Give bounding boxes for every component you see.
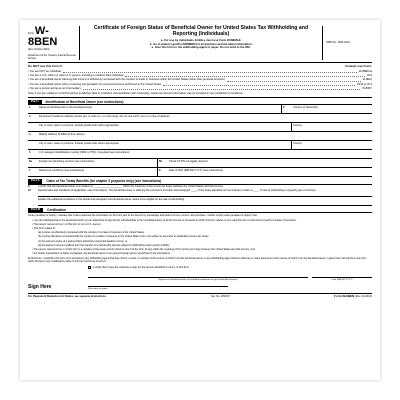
signature-date-field[interactable]: Date (MM-DD-YYYY) xyxy=(312,277,372,281)
sign-here-label: Sign Here xyxy=(28,284,52,291)
line-number: 10 xyxy=(28,188,31,192)
mailing-address-field[interactable]: Mailing address (if different from above) xyxy=(39,132,85,136)
line-number: 2 xyxy=(283,105,285,109)
footer-form-number: Form W-8BEN xyxy=(334,293,355,298)
paperwork-notice: For Paperwork Reduction Act Notice, see separate instructions. xyxy=(28,294,107,298)
part3-title: Certification xyxy=(47,207,66,212)
line-number: 6b xyxy=(159,159,163,163)
capacity-checkbox[interactable] xyxy=(88,266,91,269)
do-not-use-heading xyxy=(28,65,372,69)
part3-header xyxy=(28,208,372,214)
list-item-text: • You are a person acting as an intermediary xyxy=(28,87,81,90)
line-number: 6a xyxy=(29,159,32,163)
list-item-form: W-8IMY xyxy=(362,87,372,90)
explain-line[interactable] xyxy=(38,202,372,206)
list-item-text: • You are a beneficial owner claiming that income is effectively connected with the conduct of trade or business within the United States (other than personal services) xyxy=(28,78,225,82)
line-number xyxy=(28,123,38,131)
footer-revision: (Rev. 10-2021) xyxy=(354,294,372,298)
residence-country-field[interactable]: Country xyxy=(293,123,303,127)
form-page xyxy=(20,20,380,380)
cert-item: • The person named on line 1 of this form is not a U.S. person; xyxy=(32,222,102,226)
signature-field[interactable]: Signature of beneficial owner (or individual authorized to sign for beneficial owner) xyxy=(88,277,308,281)
form-footer xyxy=(28,295,372,299)
special-rates-row[interactable] xyxy=(28,189,372,193)
income-type-line[interactable] xyxy=(38,193,372,197)
treaty-country-text: I certify that the beneficial owner is a resident of ____________________ within the meaning of the income tax treaty between the United States and that country. xyxy=(38,184,224,188)
form-title-block xyxy=(80,26,322,60)
cert-subitem: (c) the partner's share of a partnership's effectively connected taxable income; or xyxy=(38,239,128,243)
department-label: Department of the Treasury Internal Revenue Service xyxy=(28,54,76,60)
do-not-use-label: Do NOT use this form if: xyxy=(28,64,63,68)
capacity-label: I certify that I have the capacity to sign for the person identified on line 1 of this form. xyxy=(93,265,190,269)
fatca-note: Note: If you are resident in a FATCA partner jurisdiction (that is, a Model 1 IGA jurisdiction with reciprocity), certain tax account information may be provided to your jurisdiction of residence. xyxy=(28,92,372,98)
line-number: 5 xyxy=(29,150,31,154)
name-field[interactable]: Name of individual who is the beneficial owner xyxy=(38,105,282,113)
cert-subitem: (b) income effectively connected with the conduct of a trade or business in the United States but is not subject to tax under an applicable income tax treaty; xyxy=(38,235,210,239)
explain-text: Explain the additional conditions in the Article and paragraph the beneficial owner meets to be eligible for the rate of withholding: xyxy=(38,197,185,201)
special-rates-text: Special rates and conditions (if applicable—see instructions): The beneficial owner is claiming the provisions of Article and paragraph ____ of the treaty identified on line 9 above to claim a ____ % rate of withholding on (specify type of income): xyxy=(38,188,317,192)
form-number: W-8BEN xyxy=(28,25,58,48)
header-bullet: ► Give this form to the withholding agent or payer. Do not send to the IRS. xyxy=(151,45,251,50)
us-tin-field[interactable]: U.S. taxpayer identification number (SSN or ITIN), if required (see instructions) xyxy=(39,150,130,154)
instead-use-label: Instead, use Form: xyxy=(345,64,372,68)
cert-subitem: (a) income not effectively connected with the conduct of a trade or business in the United States; xyxy=(38,231,145,235)
foreign-tin-field[interactable]: Foreign tax identifying number (see instructions) xyxy=(38,159,158,167)
cert-item: • This form relates to: xyxy=(32,227,56,230)
list-item-text: • You are NOT an individual xyxy=(28,69,61,73)
list-item-form: W-9 xyxy=(367,74,372,78)
omb-number: OMB No. 1545-1621 xyxy=(326,41,350,45)
omb-block xyxy=(322,26,372,60)
cert-item: • I am the individual that is the beneficial owner (or am authorized to sign for the individual that is the beneficial owner) of all the income or proceeds to which this form relates or am using this form to document myself for chapter 4 purposes; xyxy=(32,218,297,222)
list-item-text: • You are a U.S. citizen or other U.S. person, including a resident alien individual xyxy=(28,74,124,78)
certification-text xyxy=(28,214,372,263)
part2-tag: Part II xyxy=(28,179,42,184)
sign-here-block xyxy=(28,271,372,294)
cert-item: • For broker transactions or barter exchanges, the beneficial owner is an exempt foreign person as defined in the instructions. xyxy=(32,252,171,256)
residence-address-field[interactable]: Permanent residence address (street, apt. or suite no., or rural route). Do not use a P.O. box or in-care-of address. xyxy=(39,114,171,118)
list-item-form: W-8BEN-E xyxy=(358,69,372,73)
cert-item: • The person named on line 1 of this form is a resident of the treaty country listed on line 9 of the form (if any) within the meaning of the income tax treaty between the United States and that country; and xyxy=(32,248,255,252)
field-row[interactable] xyxy=(28,114,372,123)
part1-tag: Part I xyxy=(28,100,42,105)
form-id-block xyxy=(28,26,80,60)
line-number: 4 xyxy=(29,132,31,136)
ftin-not-required-checkbox[interactable]: Check if FTIN not legally required xyxy=(169,159,208,163)
residence-city-field[interactable]: City or town, state or province. Include postal code where appropriate. xyxy=(38,123,292,131)
mailing-country-field[interactable]: Country xyxy=(293,141,303,145)
line-number: 7 xyxy=(29,168,31,172)
part3-tag: Part III xyxy=(28,208,43,213)
form-revision: (Rev. October 2021) xyxy=(28,48,50,51)
line-number: 9 xyxy=(28,184,30,188)
catalog-number: Cat. No. 25047Z xyxy=(210,294,230,298)
form-word: Form xyxy=(28,32,35,35)
list-item-form: 8233 or W-4 xyxy=(357,82,372,86)
reference-number-field[interactable]: Reference number(s) (see instructions) xyxy=(38,168,158,176)
field-row[interactable] xyxy=(28,168,372,177)
header-bullets xyxy=(84,39,318,49)
form-header xyxy=(28,26,372,63)
line-number: 3 xyxy=(29,114,31,118)
part1-fields xyxy=(28,105,372,177)
field-row[interactable] xyxy=(28,123,372,132)
field-row[interactable] xyxy=(28,132,372,141)
capacity-certification[interactable] xyxy=(88,266,372,269)
date-of-birth-field[interactable]: Date of birth (MM-DD-YYYY) (see instructions) xyxy=(169,168,223,172)
signature-fields xyxy=(88,271,372,291)
explain-row[interactable] xyxy=(28,198,372,202)
cert-furthermore: Furthermore, I authorize this form to be provided to any withholding agent that has control, receipt, or custody of the income of which I am the beneficial owner or any withholding agent that can disburse or make payments of the income of which I am the beneficial owner. I agree that I will submit a new form within 30 days if any certification made on this form becomes incorrect. xyxy=(28,256,367,264)
list-item xyxy=(28,87,372,91)
do-not-use-list xyxy=(28,70,372,92)
line-number xyxy=(28,141,38,149)
line-number: 1 xyxy=(29,105,31,109)
cert-intro: Under penalties of perjury, I declare that I have examined the information on this form and to the best of my knowledge and belief it is true, correct, and complete. I further certify under penalties of perjury that: xyxy=(28,214,258,218)
header-bullet: ► For use by individuals. Entities must use Form W-8BEN-E. xyxy=(160,38,242,43)
field-row[interactable] xyxy=(28,150,372,159)
citizenship-field[interactable]: Country of citizenship xyxy=(293,105,318,109)
mailing-city-field[interactable]: City or town, state or province. Include postal code where appropriate. xyxy=(38,141,292,149)
field-row[interactable] xyxy=(28,141,372,150)
part1-title: Identification of Beneficial Owner (see instructions) xyxy=(45,99,124,104)
list-item-text: • You are a beneficial owner who is receiving compensation for personal services performed in the United States xyxy=(28,82,162,86)
line-number: 8 xyxy=(159,168,161,172)
part2-title: Claim of Tax Treaty Benefits (for chapter 3 purposes only) (see instructions) xyxy=(46,179,162,184)
field-row[interactable] xyxy=(28,105,372,114)
part2-body xyxy=(28,185,372,207)
header-bullet: ► Go to www.irs.gov/FormW8BEN for instructions and the latest information. xyxy=(149,41,253,46)
print-name-field[interactable]: Print name of signer xyxy=(88,286,228,290)
list-item-form: W-8ECI xyxy=(362,78,372,82)
form-title: Certificate of Foreign Status of Beneficial Owner for United States Tax Withholding and Reporting (Individuals) xyxy=(93,25,309,37)
cert-subitem: (d) the partner's amount realized from the transfer of a partnership interest subject to withholding under section 1446(f); xyxy=(38,243,170,247)
field-row[interactable] xyxy=(28,159,372,168)
